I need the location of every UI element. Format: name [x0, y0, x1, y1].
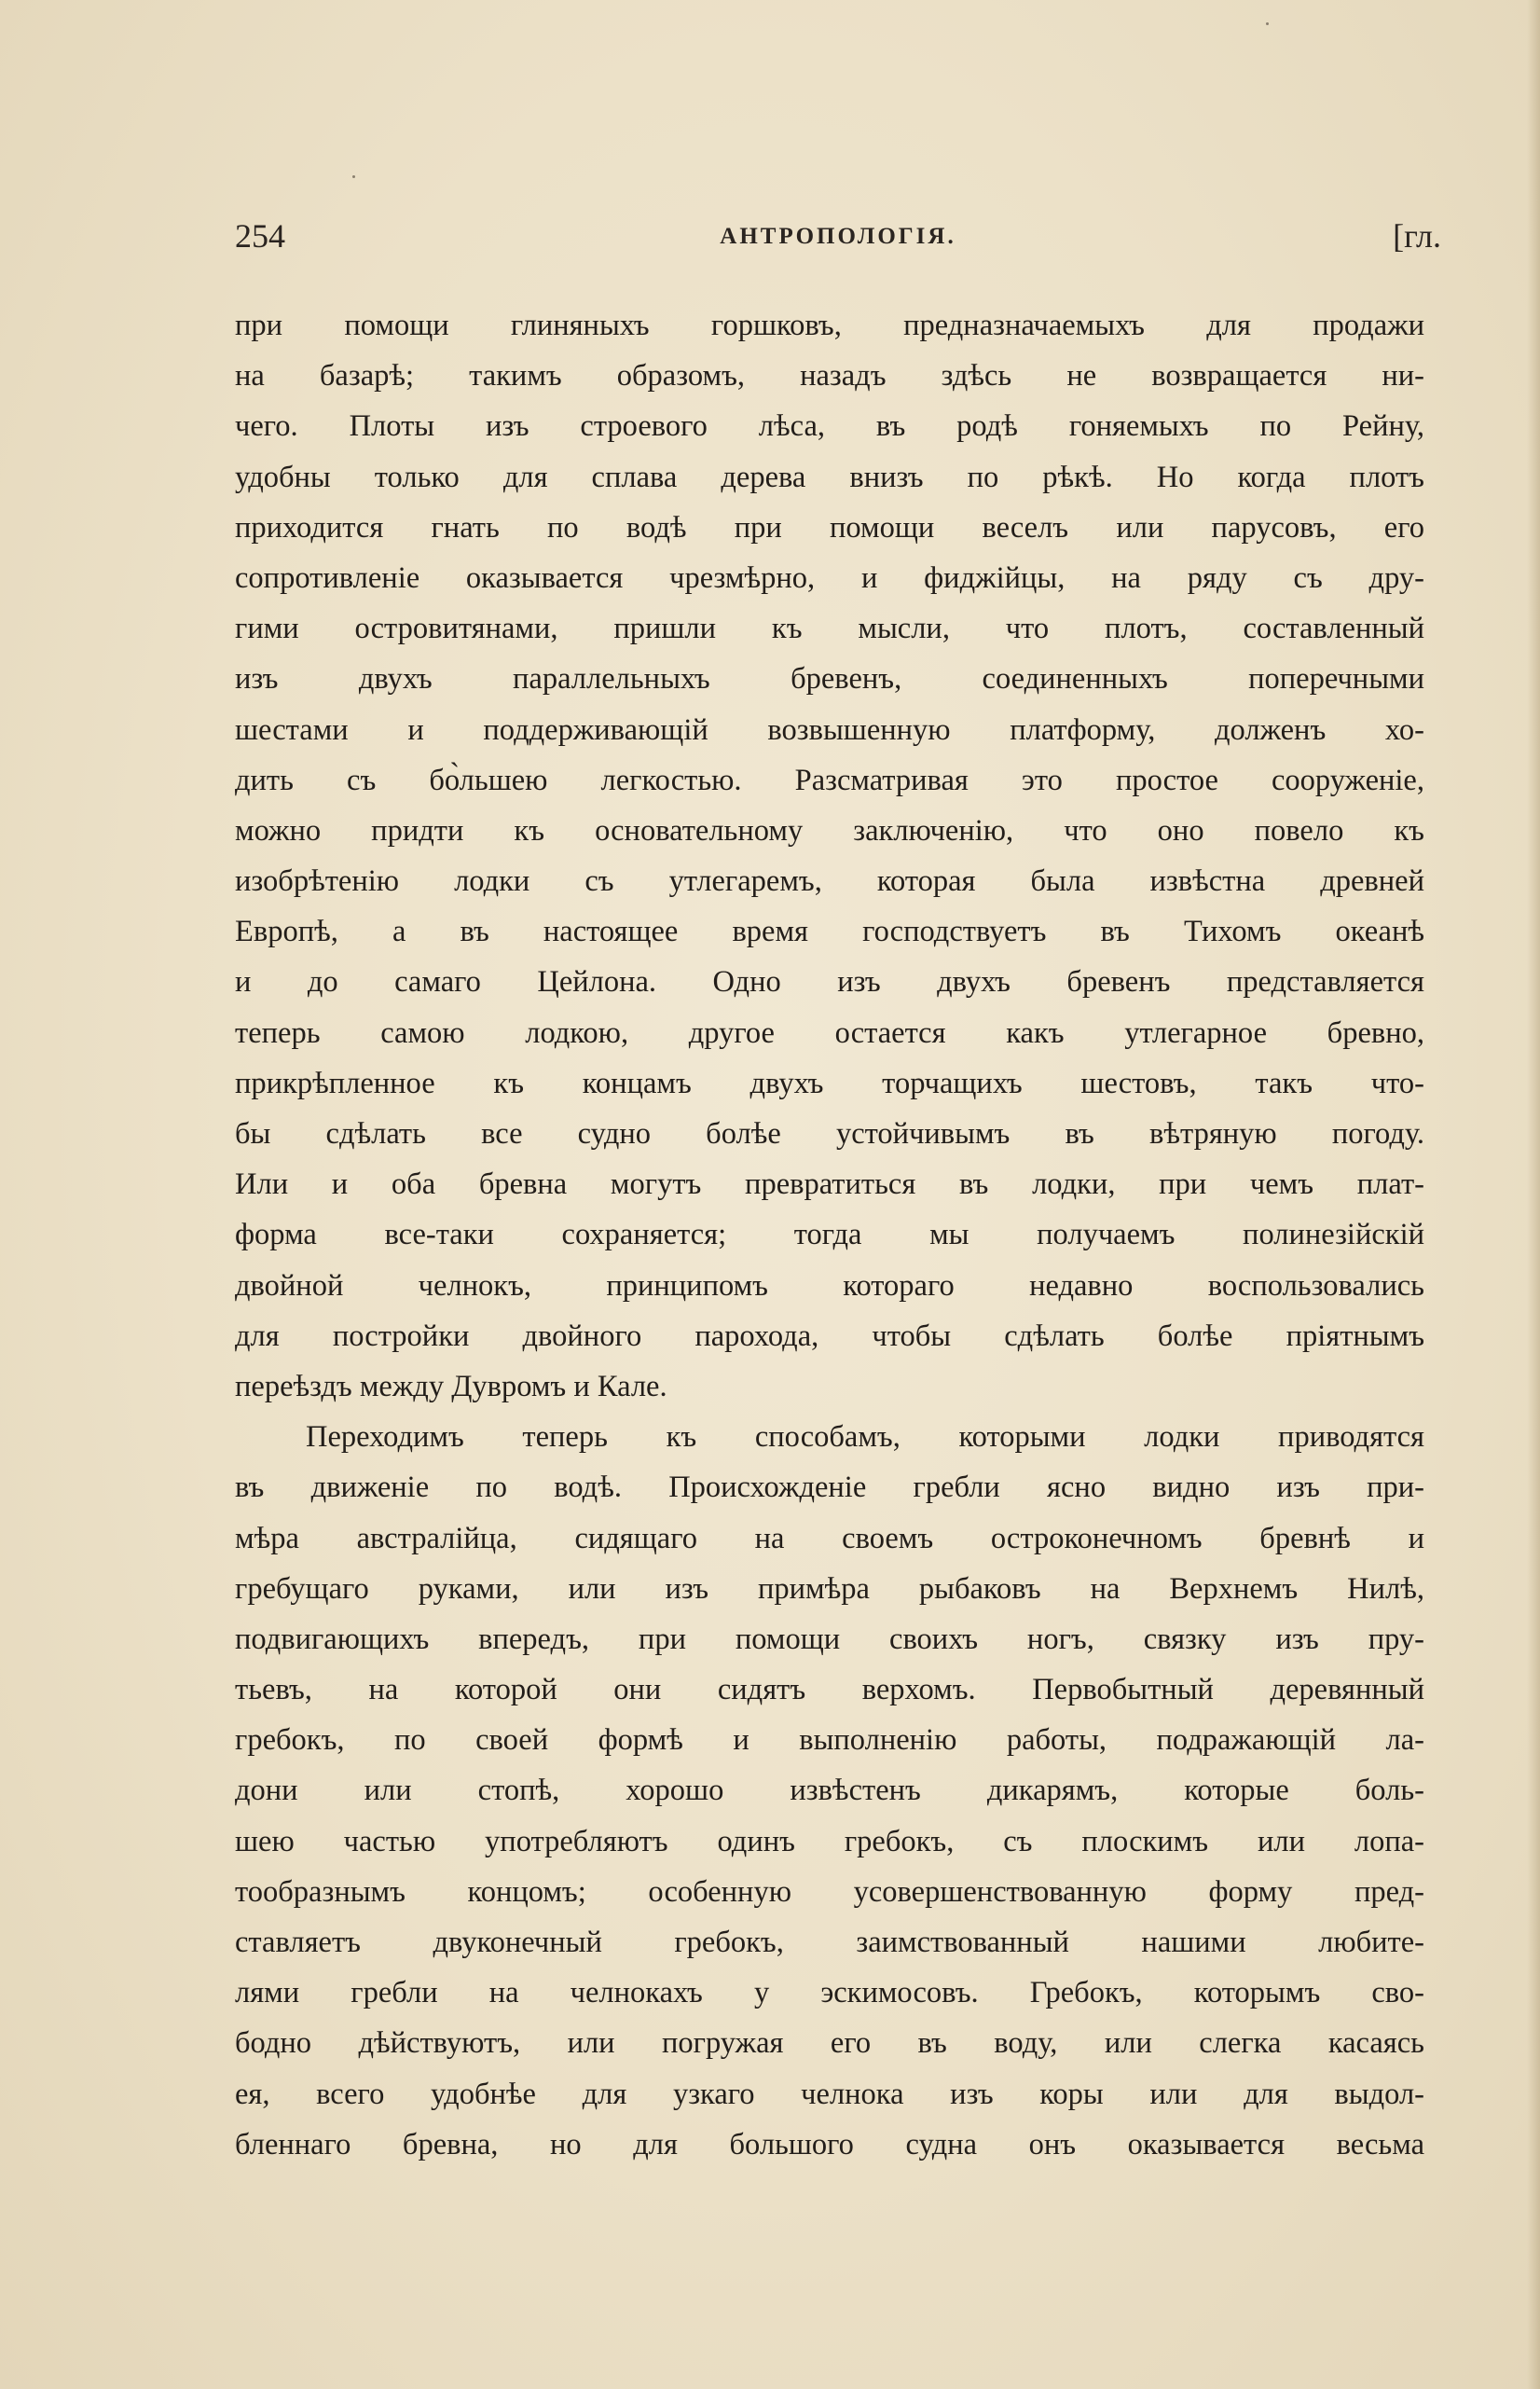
text-line: Или и оба бревна могутъ превратиться въ лодки, при чемъ плат- [235, 1167, 1424, 1202]
body-text [235, 300, 1424, 2170]
chapter-mark: [гл. [1393, 217, 1441, 255]
text-line: при помощи глиняныхъ горшковъ, предназначаемыхъ для продажи [235, 309, 1424, 342]
text-line: изобрѣтенію лодки съ утлегаремъ, которая была извѣстна древней [235, 864, 1424, 899]
text-line: въ движеніе по водѣ. Происхожденіе гребли ясно видно изъ при- [235, 1471, 1424, 1505]
text-line: гребокъ, по своей формѣ и выполненію работы, подражающій ла- [235, 1723, 1424, 1758]
text-line: гими островитянами, пришли къ мысли, что плотъ, составленный [235, 612, 1424, 646]
text-line: и до самаго Цейлона. Одно изъ двухъ бревенъ представляется [235, 965, 1424, 1000]
text-line: изъ двухъ параллельныхъ бревенъ, соединенныхъ поперечными [235, 662, 1424, 697]
text-line: Переходимъ теперь къ способамъ, которыми лодки приводятся [306, 1420, 1424, 1455]
page-header [235, 216, 1441, 263]
text-line: теперь самою лодкою, другое остается какъ утлегарное бревно, [235, 1015, 1424, 1050]
text-line: лями гребли на челнокахъ у эскимосовъ. Гребокъ, которымъ сво- [235, 1976, 1424, 2010]
text-line: дить съ бо̀льшею легкостью. Разсматривая это простое сооруженіе, [235, 763, 1424, 797]
text-line: сопротивленіе оказывается чрезмѣрно, и фиджійцы, на ряду съ дру- [235, 560, 1424, 595]
text-line: бодно дѣйствуютъ, или погружая его въ воду, или слегка касаясь [235, 2026, 1424, 2061]
text-line: бы сдѣлать все судно болѣе устойчивымъ въ вѣтряную погоду. [235, 1117, 1424, 1151]
text-line: удобны только для сплава дерева внизъ по рѣкѣ. Но когда плотъ [235, 460, 1424, 494]
text-line: тообразнымъ концомъ; особенную усовершенствованную форму пред- [235, 1874, 1424, 1909]
text-line: на базарѣ; такимъ образомъ, назадъ здѣсь не возвращается ни- [235, 359, 1424, 394]
page-number: 254 [235, 217, 285, 255]
text-line: бленнаго бревна, но для большого судна онъ оказывается весьма [235, 2127, 1424, 2161]
paragraph [235, 1412, 1424, 2170]
text-line: подвигающихъ впередъ, при помощи своихъ ногъ, связку изъ пру- [235, 1622, 1424, 1656]
text-line: гребущаго руками, или изъ примѣра рыбаковъ на Верхнемъ Нилѣ, [235, 1571, 1424, 1606]
text-line: для постройки двойного парохода, чтобы сдѣлать болѣе пріятнымъ [235, 1319, 1424, 1353]
text-line: дони или стопѣ, хорошо извѣстенъ дикарямъ, которые боль- [235, 1774, 1424, 1808]
text-line: шею частью употребляютъ одинъ гребокъ, съ плоскимъ или лопа- [235, 1824, 1424, 1858]
text-line: ставляетъ двуконечный гребокъ, заимствованный нашими любите- [235, 1926, 1424, 1959]
text-line: мѣра австралійца, сидящаго на своемъ остроконечномъ бревнѣ и [235, 1521, 1424, 1555]
text-line: Европѣ, а въ настоящее время господствуетъ въ Тихомъ океанѣ [235, 915, 1424, 949]
text-line: ея, всего удобнѣе для узкаго челнока изъ коры или для выдол- [235, 2077, 1424, 2111]
paragraph [235, 300, 1424, 1412]
running-title: АНТРОПОЛОГІЯ. [720, 224, 956, 249]
page-edge-shadow [1527, 0, 1540, 2389]
text-line: тьевъ, на которой они сидятъ верхомъ. Первобытный деревянный [235, 1673, 1424, 1707]
text-line: шестами и поддерживающій возвышенную платформу, долженъ хо- [235, 712, 1424, 747]
text-line: можно придти къ основательному заключенію, что оно повело къ [235, 813, 1424, 848]
text-line: чего. Плоты изъ строевого лѣса, въ родѣ гоняемыхъ по Рейну, [235, 409, 1424, 444]
text-line: переѣздъ между Дувромъ и Кале. [235, 1369, 667, 1403]
text-line: форма все-таки сохраняется; тогда мы получаемъ полинезійскій [235, 1218, 1424, 1252]
text-line: прикрѣпленное къ концамъ двухъ торчащихъ шестовъ, такъ что- [235, 1066, 1424, 1100]
text-line: двойной челнокъ, принципомъ котораго недавно воспользовались [235, 1268, 1424, 1303]
print-speck [1266, 22, 1269, 25]
text-line: приходится гнать по водѣ при помощи веселъ или парусовъ, его [235, 510, 1424, 545]
print-speck [352, 175, 355, 178]
